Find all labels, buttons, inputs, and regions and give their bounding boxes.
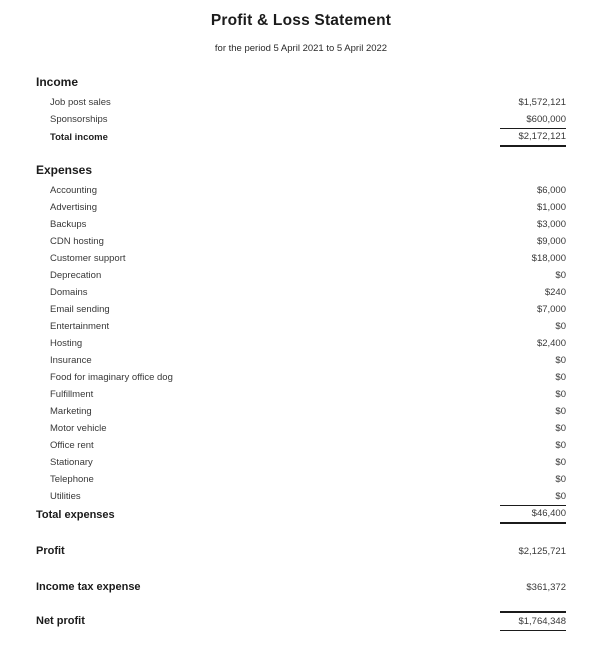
line-item-row	[36, 216, 566, 233]
profit-value: $2,125,721	[518, 545, 566, 557]
line-item-value: $0	[555, 389, 566, 400]
line-item-row	[36, 471, 566, 488]
net-profit-value: $1,764,348	[500, 611, 566, 631]
line-item-row	[36, 199, 566, 216]
line-item-label: Entertainment	[50, 321, 110, 332]
profit-label: Profit	[36, 545, 65, 557]
line-item-value: $1,572,121	[518, 97, 566, 108]
income-rows	[36, 94, 566, 128]
line-item-row	[36, 403, 566, 420]
expenses-heading: Expenses	[36, 163, 93, 177]
total-income-label: Total income	[50, 132, 108, 143]
line-item-value: $1,000	[536, 202, 566, 213]
income-heading: Income	[36, 75, 79, 89]
line-item-label: Email sending	[50, 304, 110, 315]
line-item-label: Office rent	[50, 440, 94, 451]
line-item-value: $7,000	[536, 304, 566, 315]
line-item-row	[36, 250, 566, 267]
total-expenses-value: $46,400	[500, 505, 566, 524]
net-profit-label: Net profit	[36, 615, 85, 627]
line-item-row	[36, 301, 566, 318]
profit-row	[36, 541, 566, 561]
line-item-value: $0	[555, 406, 566, 417]
line-item-value: $0	[555, 423, 566, 434]
line-item-label: Domains	[50, 287, 88, 298]
line-item-value: $6,000	[536, 185, 566, 196]
line-item-label: Deprecation	[50, 270, 102, 281]
line-item-label: Stationary	[50, 457, 93, 468]
net-profit-row	[36, 610, 566, 632]
line-item-row	[36, 437, 566, 454]
line-item-value: $0	[555, 457, 566, 468]
line-item-label: Hosting	[50, 338, 83, 349]
line-item-value: $240	[544, 287, 566, 298]
line-item-label: CDN hosting	[50, 236, 104, 247]
line-item-row	[36, 284, 566, 301]
line-item-row	[36, 335, 566, 352]
line-item-label: Food for imaginary office dog	[50, 372, 173, 383]
line-item-row	[36, 318, 566, 335]
line-item-label: Utilities	[50, 491, 81, 502]
document-title: Profit & Loss Statement	[210, 12, 392, 29]
expenses-section	[36, 163, 566, 524]
line-item-value: $0	[555, 372, 566, 383]
line-item-label: Insurance	[50, 355, 92, 366]
income-section	[36, 75, 566, 147]
line-item-row	[36, 267, 566, 284]
total-expenses-label: Total expenses	[36, 508, 115, 521]
line-item-value: $9,000	[536, 236, 566, 247]
line-item-row	[36, 386, 566, 403]
line-item-value: $0	[555, 491, 566, 502]
line-item-label: Advertising	[50, 202, 97, 213]
line-item-label: Sponsorships	[50, 114, 108, 125]
line-item-row	[36, 233, 566, 250]
line-item-value: $0	[555, 440, 566, 451]
line-item-label: Marketing	[50, 406, 92, 417]
line-item-row	[36, 182, 566, 199]
line-item-row	[36, 94, 566, 111]
line-item-label: Customer support	[50, 253, 126, 264]
total-income-value: $2,172,121	[500, 128, 566, 147]
income-tax-label: Income tax expense	[36, 581, 141, 593]
expenses-rows	[36, 182, 566, 505]
line-item-label: Accounting	[50, 185, 98, 196]
line-item-row	[36, 369, 566, 386]
line-item-label: Fulfillment	[50, 389, 94, 400]
line-item-row	[36, 420, 566, 437]
line-item-row	[36, 111, 566, 128]
line-item-value: $0	[555, 355, 566, 366]
income-tax-value: $361,372	[526, 581, 566, 593]
line-item-row	[36, 352, 566, 369]
line-item-value: $600,000	[526, 114, 566, 125]
line-item-row	[36, 454, 566, 471]
total-expenses-row	[36, 505, 566, 524]
total-income-row	[36, 128, 566, 147]
income-tax-row	[36, 577, 566, 597]
line-item-value: $3,000	[536, 219, 566, 230]
line-item-value: $0	[555, 474, 566, 485]
line-item-value: $2,400	[536, 338, 566, 349]
line-item-value: $18,000	[531, 253, 566, 264]
line-item-value: $0	[555, 321, 566, 332]
line-item-label: Telephone	[50, 474, 94, 485]
line-item-label: Motor vehicle	[50, 423, 107, 434]
line-item-value: $0	[555, 270, 566, 281]
line-item-label: Backups	[50, 219, 87, 230]
document-subtitle: for the period 5 April 2021 to 5 April 2022	[214, 43, 388, 54]
line-item-label: Job post sales	[50, 97, 111, 108]
line-item-row	[36, 488, 566, 505]
